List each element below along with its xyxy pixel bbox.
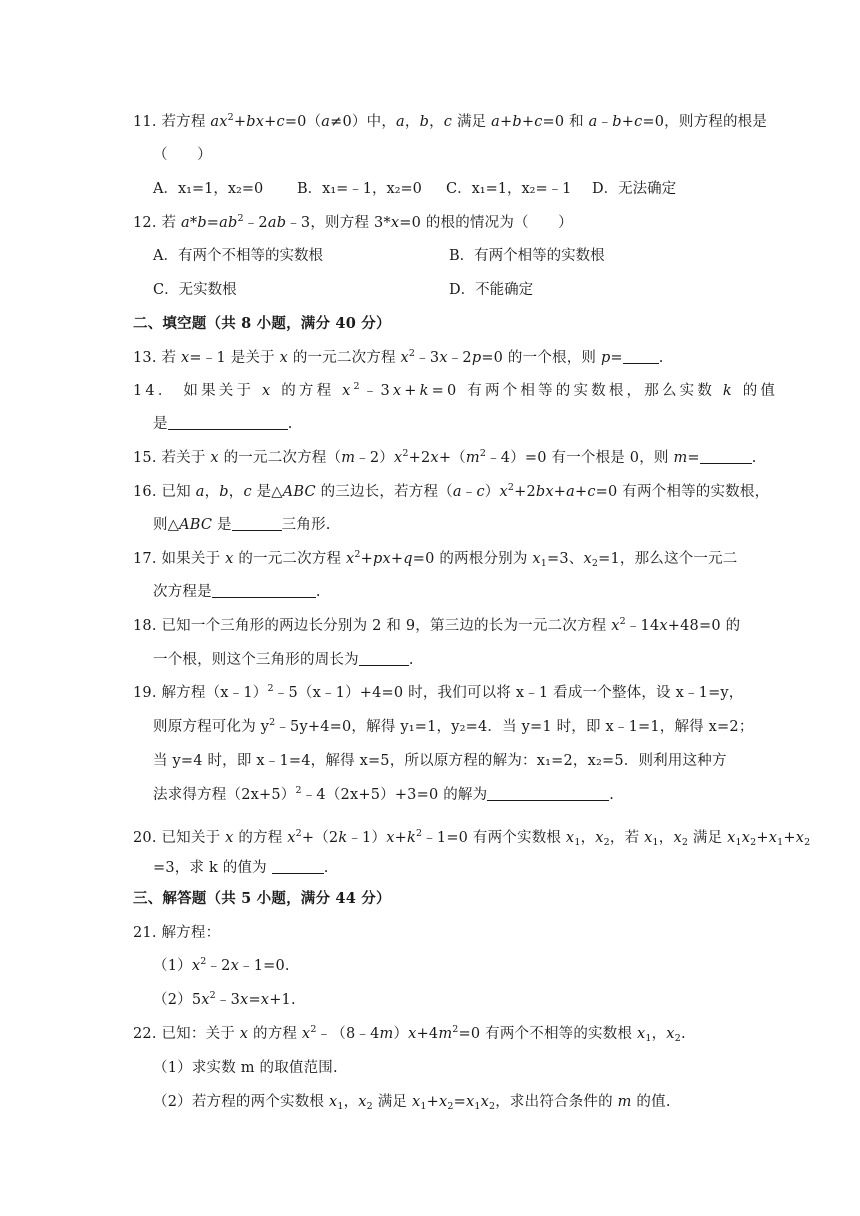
q14-number: 14． <box>133 383 176 399</box>
q22-number: 22. <box>133 1026 157 1042</box>
q15-text: 的一元二次方程（ <box>223 450 342 466</box>
q13-number: 13. <box>133 350 157 366</box>
q21-part-2: $(2)5x^2﹣3x=x+1$. <box>153 990 296 1008</box>
answer-blank[interactable] <box>700 449 752 464</box>
q14-continuation: 是 . <box>153 416 293 432</box>
question-22: 22. 已知：关于 x 的方程 $x^2﹣(8﹣4m)x+4m^2=0$ 有两个不相等的实数根 $x_1$，$x_2$. <box>133 1024 686 1044</box>
question-16: 16. 已知 a，b，c 是△ABC 的三边长，若方程$(a﹣c)x^2+2bx+a+c=0$ 有两个相等的实数根， <box>133 482 770 500</box>
q18-text: 已知一个三角形的两边长分别为 2 和 9，第三边的长为一元二次方程 <box>161 618 607 634</box>
q15-text: 有一个根是 0，则 <box>551 450 669 466</box>
q19-text: 法求得方程（2x+5） <box>153 787 296 803</box>
answer-blank[interactable] <box>272 859 324 874</box>
q13-text: 若 <box>161 350 177 366</box>
q20-number: 20. <box>133 830 157 846</box>
question-17: 17. 如果关于 x 的一元二次方程 $x^2+px+q=0$ 的两根分别为 $x_1=3$、$x_2=1$，那么这个一元二 <box>133 549 738 569</box>
q12-option-a: A．有两个不相等的实数根 <box>153 248 323 264</box>
q19-number: 19. <box>133 685 157 701</box>
question-13: 13. 若 x=﹣1 是关于 x 的一元二次方程 $x^2﹣3x﹣2p=0$ 的一个根，则 p= . <box>133 348 664 366</box>
question-11: 11. 若方程 $ax^2+bx+c=0(a\ne 0)$中，a，b，c 满足 a+b+c=0 和 a﹣b+c=0，则方程的根是 <box>133 112 768 130</box>
q16-text: 是 <box>216 517 232 533</box>
q16-continuation: 则△ABC 是 三角形. <box>153 517 331 533</box>
q11-text: 满足 <box>456 114 487 130</box>
question-12: 12. 若 $a*b=ab^2﹣2ab﹣3$，则方程 3*x=0 的根的情况为（ ） <box>133 213 573 231</box>
q22-text: 的方程 <box>253 1026 298 1042</box>
question-14: 14． 如果关于 x 的方程 $x^2﹣3x+k=0$ 有两个相等的实数根，那么实数 k 的值 <box>133 381 779 399</box>
q22-part-1: （1）求实数 m 的取值范围. <box>153 1060 338 1076</box>
q17-text: 的一元二次方程 <box>238 551 342 567</box>
section-fill-in-heading: 二、填空题（共 8 小题，满分 40 分） <box>133 315 391 332</box>
q19-line-3: 当 y=4 时，即 x﹣1=4，解得 x=5，所以原方程的解为：x₁=2，x₂=5．则利用这种方 <box>153 753 727 769</box>
q20-text: =3，求 k 的值为 <box>153 860 267 876</box>
q16-text: 是△ <box>256 484 283 500</box>
q19-text: ﹣4（2x+5）+3=0 的解为 <box>301 787 488 803</box>
q11-text: 和 <box>569 114 584 130</box>
q15-number: 15. <box>133 450 157 466</box>
q14-text: 如果关于 <box>183 383 255 399</box>
q12-text: ，则方程 <box>310 215 370 231</box>
q20-text: ，若 <box>609 830 640 846</box>
q17-text: ，那么这个一元二 <box>619 551 738 567</box>
answer-blank[interactable] <box>232 516 282 531</box>
answer-blank[interactable] <box>487 786 609 801</box>
q17-text: 如果关于 <box>161 551 221 567</box>
q19-line-2: 则原方程可化为 $y^2﹣5y+4=0$，解得 y₁=1，y₂=4．当 y=1 时，即 x﹣1=1，解得 x=2； <box>153 717 754 735</box>
question-18: 18. 已知一个三角形的两边长分别为 2 和 9，第三边的长为一元二次方程 $x^2﹣14x+48=0$ 的 <box>133 616 741 634</box>
q12-text: 的根的情况为（ ） <box>425 215 573 231</box>
q12-option-c: C．无实数根 <box>153 282 237 298</box>
q11-option-b: B．x₁=﹣1，x₂=0 <box>297 181 422 197</box>
q22-text: 有两个不相等的实数根 <box>485 1026 633 1042</box>
q13-text: 的一元二次方程 <box>292 350 396 366</box>
q17-text: 的两根分别为 <box>439 551 528 567</box>
q18-text: 一个根，则这个三角形的周长为 <box>153 652 359 668</box>
question-20: 20. 已知关于 x 的方程 $x^2+(2k﹣1)x+k^2﹣1=0$ 有两个实数根 $x_1$，$x_2$，若 $x_1$，$x_2$ 满足 $x_1x_2+x_1+x_2$ <box>133 828 811 848</box>
q21-part-1: $(1)x^2﹣2x﹣1=0$. <box>153 956 290 974</box>
q16-text: 已知 <box>161 484 191 500</box>
q14-text: 的值 <box>742 383 779 399</box>
q12-text: 若 <box>161 215 177 231</box>
question-15: 15. 若关于 x 的一元二次方程$(m﹣2)x^2+2x+(m^2﹣4)=0$ 有一个根是 0，则 m= . <box>133 448 757 466</box>
q22-text: 满足 <box>377 1094 408 1110</box>
q12-number: 12. <box>133 215 157 231</box>
q17-text: 次方程是 <box>153 584 212 600</box>
q11-option-c: C．x₁=1，x₂=﹣1 <box>446 181 572 197</box>
q16-text: 有两个相等的实数根， <box>622 484 770 500</box>
q19-line-4: 法求得方程$(2x+5)^2﹣4(2x+5)+3=0$ 的解为 . <box>153 785 615 803</box>
q17-continuation: 次方程是 . <box>153 584 321 600</box>
q18-continuation: 一个根，则这个三角形的周长为 . <box>153 652 414 668</box>
q11-text: 若方程 <box>161 114 206 130</box>
q16-text: 的三边长，若方程（ <box>320 484 453 500</box>
q11-text: ，则方程的根是 <box>664 114 768 130</box>
q11-option-a: A．x₁=1，x₂=0 <box>153 181 264 197</box>
q16-text: 三角形. <box>281 517 331 533</box>
q11-paren: （ ） <box>153 147 212 163</box>
q21-number: 21. <box>133 925 157 941</box>
q19-text: 则原方程可化为 y <box>153 719 270 735</box>
q22-text: 的值. <box>636 1094 671 1110</box>
q20-text: 的方程 <box>238 830 283 846</box>
q11-number: 11. <box>133 114 157 130</box>
q16-number: 16. <box>133 484 157 500</box>
q19-text: ﹣5（x﹣1）+4=0 时，我们可以将 x﹣1 看成一个整体，设 x﹣1=y， <box>273 685 744 701</box>
q18-text: 的 <box>725 618 741 634</box>
q18-number: 18. <box>133 618 157 634</box>
answer-blank[interactable] <box>212 583 316 598</box>
q14-text: 的方程 <box>281 383 335 399</box>
q11-text: 中， <box>366 114 397 130</box>
part-label: （2） <box>153 992 192 1008</box>
q21-text: 解方程： <box>161 925 221 941</box>
q19-text: 解方程（x﹣1） <box>161 685 268 701</box>
answer-blank[interactable] <box>623 349 659 364</box>
q12-option-d: D．不能确定 <box>449 282 534 298</box>
part-label: （1） <box>153 958 192 974</box>
question-19: 19. 解方程（x﹣1）$^2$﹣5（x﹣1）+4=0 时，我们可以将 x﹣1 看成一个整体，设 x﹣1=y， <box>133 683 744 701</box>
section-solve-heading: 三、解答题（共 5 小题，满分 44 分） <box>133 890 391 907</box>
q14-text: 有两个相等的实数根，那么实数 <box>467 383 716 399</box>
q22-text: ，求出符合条件的 <box>495 1094 613 1110</box>
q22-part-2: （2）若方程的两个实数根 $x_1$，$x_2$ 满足 $x_1+x_2=x_1x_2$，求出符合条件的 m 的值. <box>153 1094 671 1112</box>
q15-text: 若关于 <box>161 450 206 466</box>
q17-number: 17. <box>133 551 157 567</box>
answer-blank[interactable] <box>359 651 409 666</box>
q20-continuation: =3，求 k 的值为 . <box>153 860 329 876</box>
q20-text: 已知关于 <box>161 830 221 846</box>
q13-text: 是关于 <box>230 350 275 366</box>
question-21 <box>133 923 220 943</box>
q22-text: 已知：关于 <box>161 1026 235 1042</box>
q16-text: 则△ <box>153 517 180 533</box>
q19-text: ﹣5y+4=0，解得 y₁=1，y₂=4．当 y=1 时，即 x﹣1=1，解得 x=2； <box>275 719 754 735</box>
q14-text: 是 <box>153 416 168 432</box>
q20-text: 满足 <box>692 830 723 846</box>
answer-blank[interactable] <box>168 415 288 430</box>
q11-option-d: D．无法确定 <box>592 181 677 197</box>
q20-text: 有两个实数根 <box>472 830 562 846</box>
q22-text: （2）若方程的两个实数根 <box>153 1094 325 1110</box>
q13-text: 的一个根，则 <box>507 350 597 366</box>
q12-option-b: B．有两个相等的实数根 <box>449 248 605 264</box>
